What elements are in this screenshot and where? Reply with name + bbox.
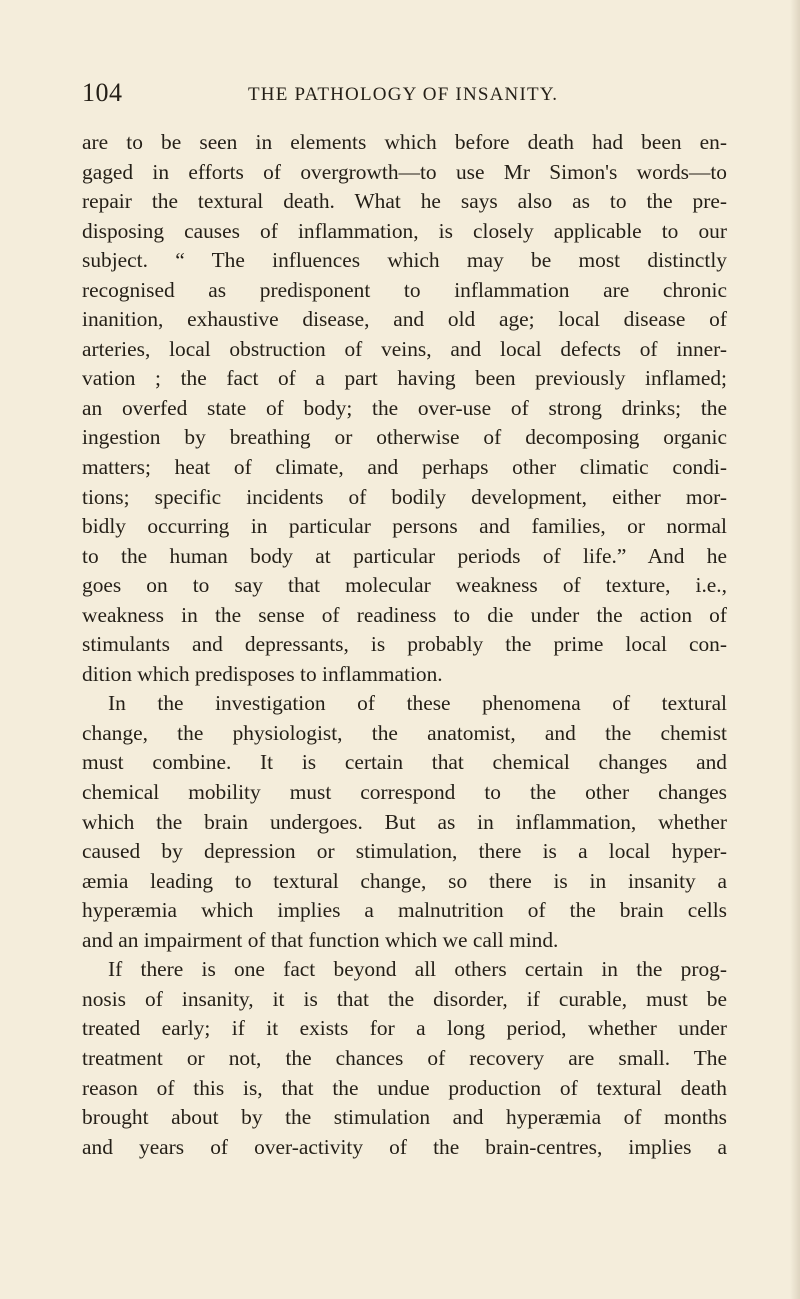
text-line: arteries, local obstruction of veins, and local defects of inner- <box>82 336 727 361</box>
text-line: recognised as predisponent to inflammation are chronic <box>82 277 727 302</box>
text-line: weakness in the sense of readiness to die under the action of <box>82 602 727 627</box>
text-line: stimulants and depressants, is probably the prime local con- <box>82 632 727 657</box>
text-line: tions; specific incidents of bodily development, either mor- <box>82 484 727 509</box>
text-line: change, the physiologist, the anatomist, and the chemist <box>82 720 727 745</box>
body-text <box>82 128 727 1162</box>
text-line: which the brain undergoes. But as in inflammation, whether <box>82 809 727 834</box>
text-line: ingestion by breathing or otherwise of decomposing organic <box>82 425 727 450</box>
text-line: repair the textural death. What he says also as to the pre- <box>82 189 727 214</box>
text-line: treatment or not, the chances of recovery are small. The <box>82 1045 727 1070</box>
text-line: must combine. It is certain that chemical changes and <box>82 750 727 775</box>
page-edge-shadow <box>790 0 800 1299</box>
text-line: matters; heat of climate, and perhaps other climatic condi- <box>82 455 727 480</box>
text-line: disposing causes of inflammation, is closely applicable to our <box>82 218 727 243</box>
text-line: and an impairment of that function which we call mind. <box>82 927 559 952</box>
text-line: If there is one fact beyond all others certain in the prog- <box>108 957 727 982</box>
text-line: reason of this is, that the undue production of textural death <box>82 1075 727 1100</box>
text-line: goes on to say that molecular weakness of texture, i.e., <box>82 573 727 598</box>
text-line: bidly occurring in particular persons and families, or normal <box>82 514 727 539</box>
text-line: hyperæmia which implies a malnutrition of the brain cells <box>82 898 727 923</box>
running-head <box>82 78 722 112</box>
paragraph-2 <box>82 689 727 955</box>
text-line: brought about by the stimulation and hyperæmia of months <box>82 1105 727 1130</box>
text-line: In the investigation of these phenomena of textural <box>108 691 727 716</box>
page-number: 104 <box>82 78 123 107</box>
text-line: gaged in efforts of overgrowth—to use Mr Simon's words—to <box>82 159 727 184</box>
running-title: THE PATHOLOGY OF INSANITY. <box>248 84 559 105</box>
text-line: to the human body at particular periods of life.” And he <box>82 543 727 568</box>
text-line: are to be seen in elements which before death had been en- <box>82 130 727 154</box>
text-line: nosis of insanity, it is that the disorder, if curable, must be <box>82 986 727 1011</box>
text-line: dition which predisposes to inflammation. <box>82 661 443 686</box>
text-line: inanition, exhaustive disease, and old age; local disease of <box>82 307 727 332</box>
text-line: caused by depression or stimulation, there is a local hyper- <box>82 839 727 864</box>
text-line: subject. “ The influences which may be most distinctly <box>82 248 727 273</box>
text-line: æmia leading to textural change, so there is in insanity a <box>82 868 727 893</box>
text-line: vation ; the fact of a part having been previously inflamed; <box>82 366 727 391</box>
text-line: and years of over-activity of the brain-centres, implies a <box>82 1134 727 1159</box>
paragraph-1 <box>82 128 727 689</box>
text-line: chemical mobility must correspond to the other changes <box>82 780 727 805</box>
text-line: an overfed state of body; the over-use of strong drinks; the <box>82 395 727 420</box>
text-line: treated early; if it exists for a long period, whether under <box>82 1016 727 1041</box>
paragraph-3 <box>82 955 727 1162</box>
